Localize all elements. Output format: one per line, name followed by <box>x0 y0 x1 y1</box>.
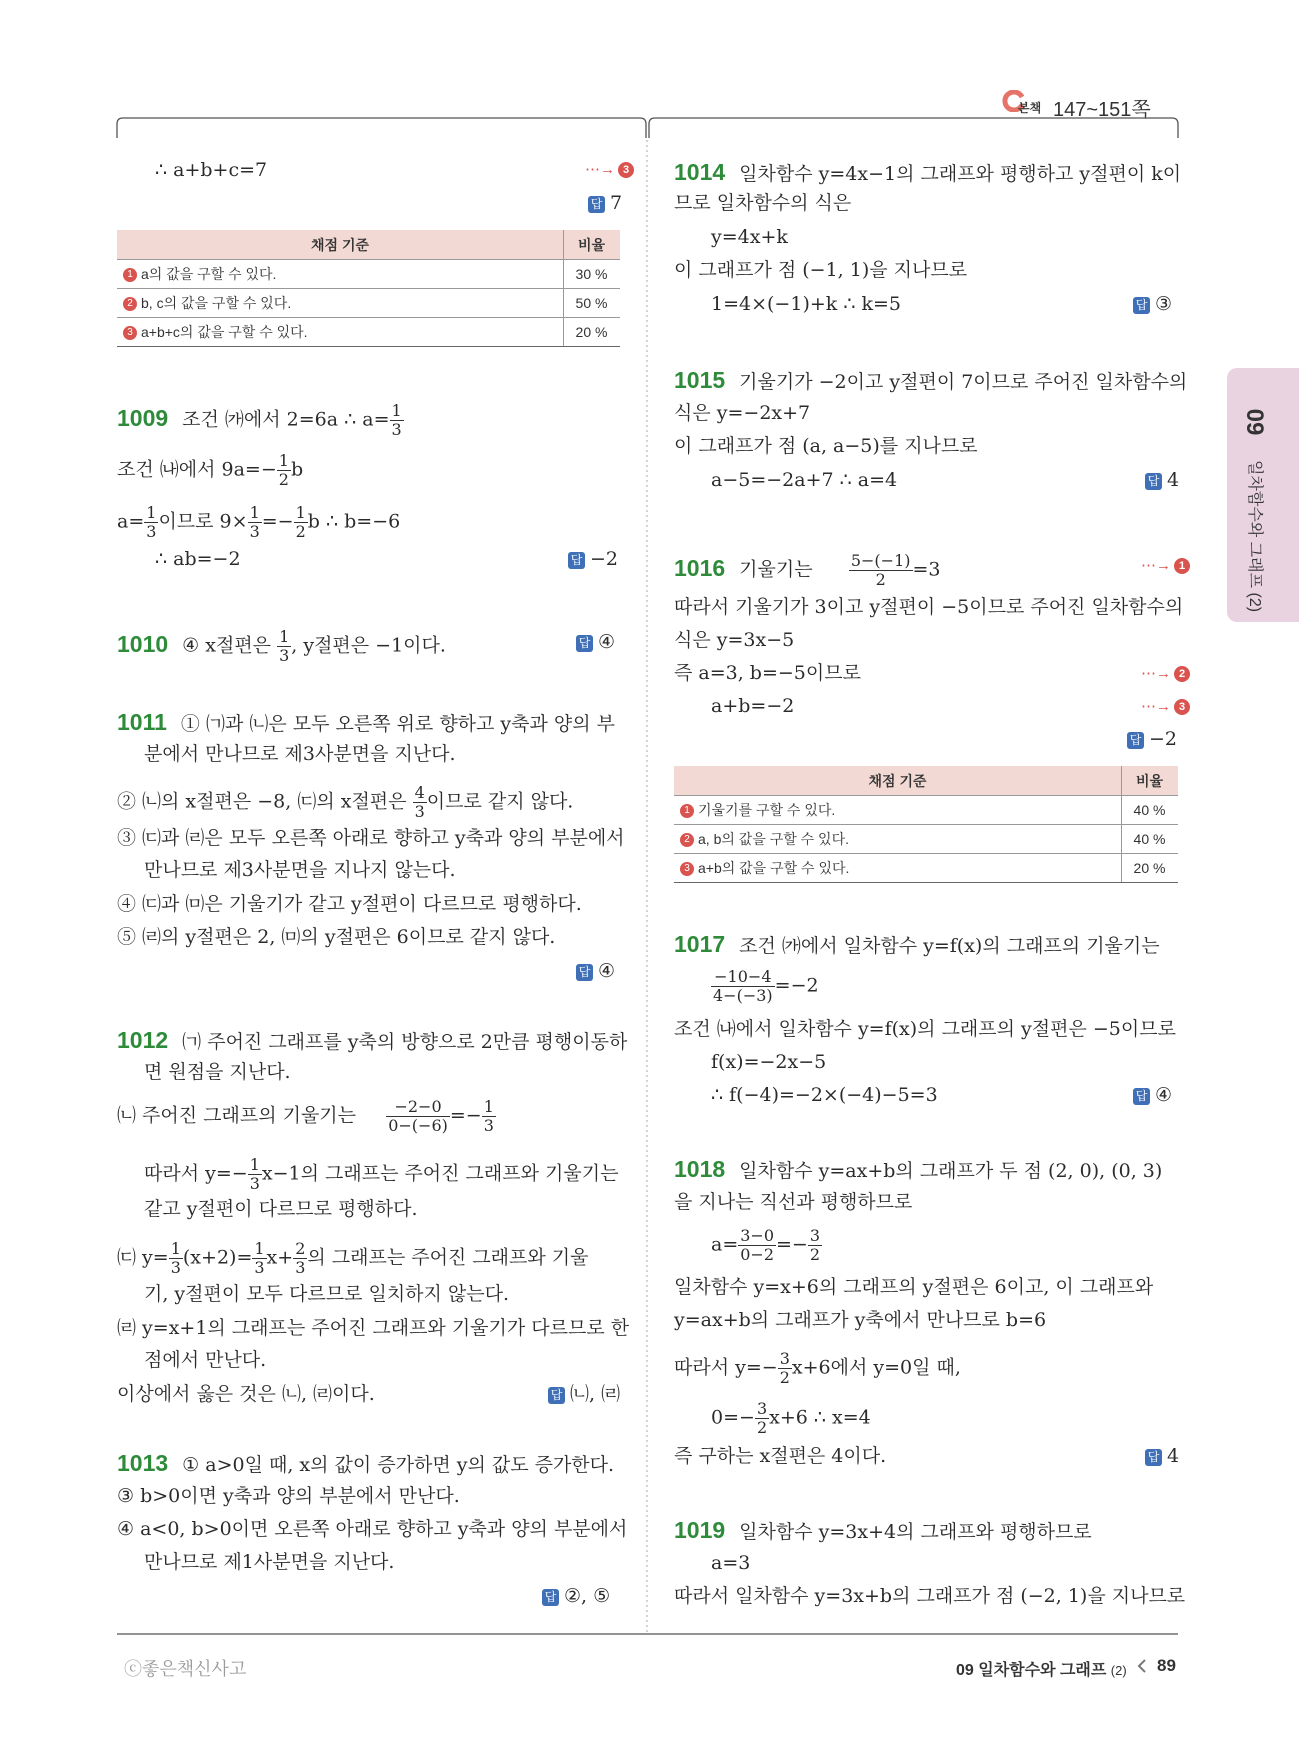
header-book-label: 본책 <box>1018 101 1042 115</box>
problem-number: 1019 <box>674 1517 726 1543</box>
problem-1018-line-1: 1018 일차함수 y=ax+b의 그래프가 두 점 (2, 0), (0, 3) <box>674 1156 1163 1182</box>
problem-1014-line-1: 1014 일차함수 y=4x−1의 그래프와 평행하고 y절편이 k이 <box>674 159 1182 185</box>
problem-1013-line-4: 만나므로 제1사분면을 지난다. <box>144 1551 395 1573</box>
header-page-range: 147~151쪽 <box>1053 99 1151 121</box>
answer-1014: 답 ③ <box>1133 292 1172 316</box>
scoring-table-1: 채점 기준 비율 1 a의 값을 구할 수 있다. 30 % 2 b, c의 값을 구할 수 있다. 50 % 3 a+b+c의 값을 구할 수 있다. 20 % <box>117 230 620 347</box>
scoring-table-2: 채점 기준 비율 1 기울기를 구할 수 있다. 40 % 2 a, b의 값을 구할 수 있다. 40 % 3 a+b의 값을 구할 수 있다. 20 % <box>674 766 1178 883</box>
answer-1016: 답 −2 <box>1127 727 1177 751</box>
step-marker-1: ⋯→ 1 <box>1141 556 1190 574</box>
problem-number: 1013 <box>117 1450 169 1476</box>
problem-1011-line-1: 1011 ① ㈀과 ㈁은 모두 오른쪽 위로 향하고 y축과 양의 부 <box>117 709 616 735</box>
problem-number: 1010 <box>117 630 169 657</box>
problem-1016-line-3: 식은 y=3x−5 <box>674 629 795 651</box>
answer-1017: 답 ④ <box>1133 1083 1172 1107</box>
problem-1019-line-1: 1019 일차함수 y=3x+4의 그래프와 평행하므로 <box>674 1517 1092 1543</box>
problem-1011-line-5: 만나므로 제3사분면을 지나지 않는다. <box>144 859 456 881</box>
step-marker-3: ⋯→ 3 <box>585 160 634 178</box>
problem-number: 1011 <box>117 709 167 735</box>
page-number: 89 <box>1157 1656 1176 1675</box>
problem-1011-line-6: ④ ㈂과 ㈄은 기울기가 같고 y절편이 다르므로 평행하다. <box>117 893 582 915</box>
problem-1016-line-5: a+b=−2 <box>711 695 795 717</box>
problem-1011-line-7: ⑤ ㈃의 y절편은 2, ㈄의 y절편은 6이므로 같지 않다. <box>117 926 556 948</box>
problem-1019-line-3: 따라서 일차함수 y=3x+b의 그래프가 점 (−2, 1)을 지나므로 <box>674 1585 1186 1607</box>
problem-1019-line-2: a=3 <box>711 1552 751 1574</box>
problem-1015-line-2: 식은 y=−2x+7 <box>674 402 811 424</box>
problem-1011-line-4: ③ ㈂과 ㈃은 모두 오른쪽 아래로 향하고 y축과 양의 부분에서 <box>117 827 625 849</box>
problem-1011-line-3: ② ㈁의 x절편은 −8, ㈂의 x절편은 $\frac{4}{3}$ 이므로 같지 않다. <box>117 783 574 821</box>
problem-number: 1009 <box>117 404 169 431</box>
chapter-side-number: 09 <box>1241 408 1268 436</box>
answer-1011: 답 ④ <box>576 959 615 983</box>
answer-1012: 답 ㈁, ㈃ <box>548 1382 620 1406</box>
problem-1016-line-4: 즉 a=3, b=−5이므로 <box>674 662 861 684</box>
footer-publisher: ⓒ좋은책신사고 <box>124 1659 247 1679</box>
problem-1018-line-6: 따라서 y=− $\frac{3}{2}$ x+6에서 y=0일 때, <box>674 1349 961 1387</box>
problem-1016-line-1: 1016 기울기는 $\frac{5-(-1)}{2}$ =3 <box>674 551 941 589</box>
problem-1012-line-8: ㈃ y=x+1의 그래프는 주어진 그래프와 기울기가 다르므로 한 <box>117 1317 630 1339</box>
problem-1010-line-1: 1010 ④ x절편은 $\frac{1}{3}$ , y절편은 −1이다. <box>117 627 446 665</box>
problem-1016-line-2: 따라서 기울기가 3이고 y절편이 −5이므로 주어진 일차함수의 <box>674 596 1184 618</box>
problem-1011-line-2: 분에서 만나므로 제3사분면을 지난다. <box>144 743 456 765</box>
problem-1012-line-3: ㈁ 주어진 그래프의 기울기는 $\frac{-2-0}{0-(-6)}$ =− $\frac{1}{3}$ <box>117 1097 494 1135</box>
problem-1015-line-3: 이 그래프가 점 (a, a−5)를 지나므로 <box>674 435 978 457</box>
problem-1017-line-5: ∴ f(−4)=−2×(−4)−5=3 <box>711 1084 938 1106</box>
problem-1018-line-5: y=ax+b의 그래프가 y축에서 만나므로 b=6 <box>674 1309 1047 1331</box>
problem-1018-line-4: 일차함수 y=x+6의 그래프의 y절편은 6이고, 이 그래프와 <box>674 1276 1154 1298</box>
answer-1013: 답 ②, ⑤ <box>542 1584 610 1608</box>
problem-number: 1014 <box>674 159 726 185</box>
problem-1009-line-3: a= $\frac{1}{3}$ 이므로 9× $\frac{1}{3}$ =− $\frac{1}{2}$ b ∴ b=−6 <box>117 503 401 541</box>
problem-1012-line-7: 기, y절편이 모두 다르므로 일치하지 않는다. <box>144 1283 510 1305</box>
problem-1014-line-4: 이 그래프가 점 (−1, 1)을 지나므로 <box>674 259 968 281</box>
problem-number: 1015 <box>674 367 726 393</box>
footer-chapter: 09 일차함수와 그래프 (2) <box>956 1662 1127 1679</box>
problem-number: 1017 <box>674 931 726 957</box>
problem-1018-line-8: 즉 구하는 x절편은 4이다. <box>674 1445 887 1467</box>
problem-1018-line-7: 0=− $\frac{3}{2}$ x+6 ∴ x=4 <box>711 1399 871 1437</box>
problem-1015-line-1: 1015 기울기가 −2이고 y절편이 7이므로 주어진 일차함수의 <box>674 367 1188 393</box>
problem-1012-line-2: 면 원점을 지난다. <box>144 1061 291 1083</box>
problem-1013-line-2: ③ b>0이면 y축과 양의 부분에서 만난다. <box>117 1485 460 1507</box>
step-marker-2: ⋯→ 2 <box>1141 664 1190 682</box>
problem-1017-line-2: $\frac{-10-4}{4-(-3)}$ =−2 <box>713 967 819 1005</box>
problem-1012-line-6: ㈂ y= $\frac{1}{3}$ (x+2)= $\frac{1}{3}$ x+ $\frac{2}{3}$ 의 그래프는 주어진 그래프와 기울 <box>117 1239 589 1277</box>
problem-1017-line-1: 1017 조건 ㈎에서 일차함수 y=f(x)의 그래프의 기울기는 <box>674 931 1160 957</box>
problem-1014-line-3: y=4x+k <box>711 226 788 248</box>
problem-1013-line-1: 1013 ① a>0일 때, x의 값이 증가하면 y의 값도 증가한다. <box>117 1450 615 1476</box>
problem-1009-line-4: ∴ ab=−2 <box>155 548 241 570</box>
problem-1014-line-2: 므로 일차함수의 식은 <box>674 192 852 214</box>
step-marker-3: ⋯→ 3 <box>1141 697 1190 715</box>
left-top-line: ∴ a+b+c=7 <box>155 159 268 181</box>
problem-1012-line-5: 같고 y절편이 다르므로 평행하다. <box>144 1198 418 1220</box>
problem-1017-line-4: f(x)=−2x−5 <box>711 1051 827 1073</box>
answer-1015: 답 4 <box>1145 468 1179 492</box>
problem-number: 1016 <box>674 554 726 581</box>
problem-1009-line-2: 조건 ㈏에서 9a=− $\frac{1}{2}$ b <box>117 451 304 489</box>
problem-1013-line-3: ④ a<0, b>0이면 오른쪽 아래로 향하고 y축과 양의 부분에서 <box>117 1518 628 1540</box>
problem-1012-line-10: 이상에서 옳은 것은 ㈁, ㈃이다. <box>117 1383 375 1405</box>
answer-1010: 답 ④ <box>576 630 615 654</box>
problem-1012-line-4: 따라서 y=− $\frac{1}{3}$ x−1의 그래프는 주어진 그래프와 기울기는 <box>144 1155 619 1193</box>
problem-1017-line-3: 조건 ㈏에서 일차함수 y=f(x)의 그래프의 y절편은 −5이므로 <box>674 1018 1176 1040</box>
problem-1018-line-2: 을 지나는 직선과 평행하므로 <box>674 1191 913 1213</box>
problem-1015-line-4: a−5=−2a+7 ∴ a=4 <box>711 469 898 491</box>
answer-top: 답 7 <box>588 191 622 215</box>
problem-1012-line-1: 1012 ㈀ 주어진 그래프를 y축의 방향으로 2만큼 평행이동하 <box>117 1027 628 1053</box>
problem-number: 1012 <box>117 1027 169 1053</box>
problem-number: 1018 <box>674 1156 726 1182</box>
answer-1018: 답 4 <box>1145 1444 1179 1468</box>
problem-1014-line-5: 1=4×(−1)+k ∴ k=5 <box>711 293 901 315</box>
problem-1018-line-3: a= $\frac{3-0}{0-2}$ =− $\frac{3}{2}$ <box>711 1226 821 1264</box>
footer-chevron-icon <box>1137 1658 1147 1674</box>
chapter-side-title: 일차함수와 그래프 (2) <box>1246 459 1263 613</box>
problem-1009-line-1: 1009 조건 ㈎에서 2=6a ∴ a= $\frac{1}{3}$ <box>117 401 402 439</box>
problem-1012-line-9: 점에서 만난다. <box>144 1349 267 1371</box>
answer-1009: 답 −2 <box>568 547 618 571</box>
